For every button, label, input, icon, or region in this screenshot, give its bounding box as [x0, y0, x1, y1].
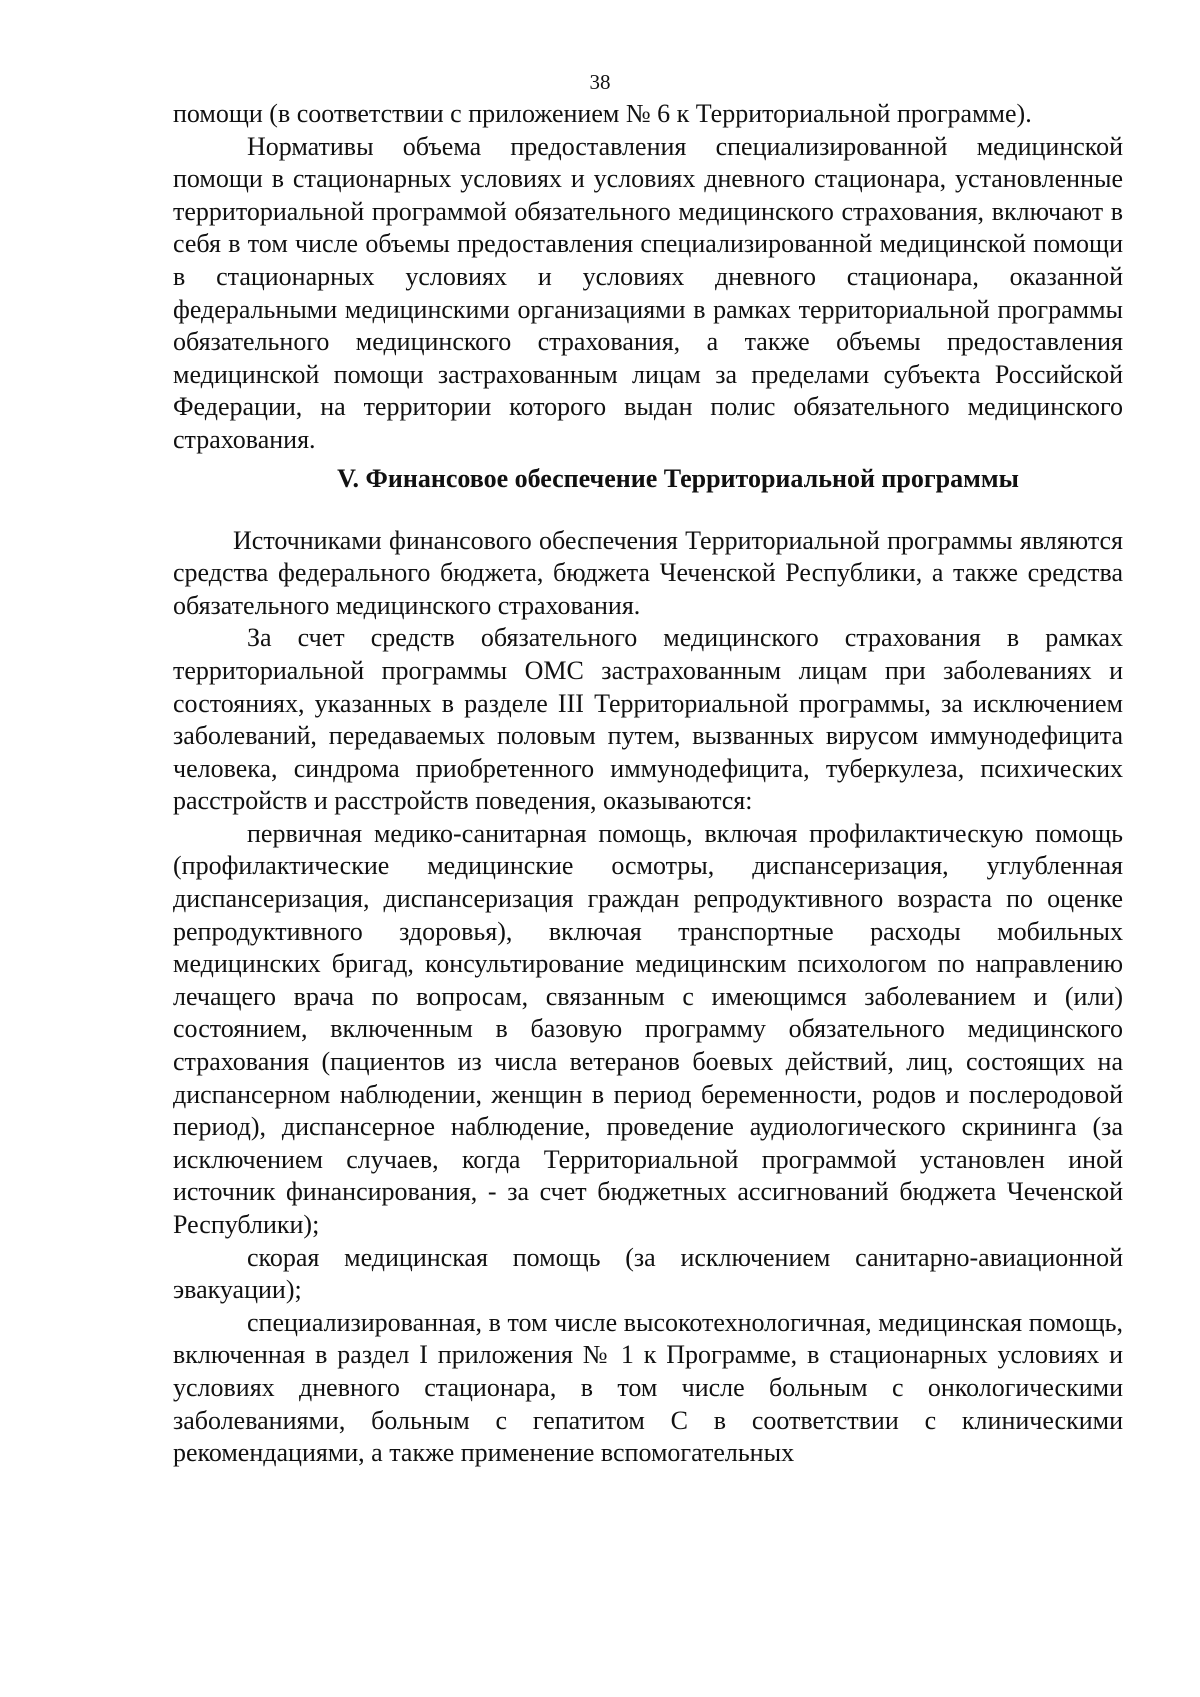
- paragraph-funding-sources: Источниками финансового обеспечения Территориальной программы являются средства федерального бюджета, бюджета Чеченской Республики, а также средства обязательного медицинского страхования.: [173, 525, 1123, 620]
- section-heading: V. Финансовое обеспечение Территориальной программы: [337, 463, 1019, 493]
- document-body: [173, 98, 1123, 1470]
- page-number: 38: [589, 70, 611, 94]
- paragraph-continuation: помощи (в соответствии с приложением № 6 к Территориальной программе).: [173, 99, 1032, 128]
- paragraph-oms-coverage: За счет средств обязательного медицинского страхования в рамках территориальной программы ОМС застрахованным лицам при заболеваниях и состояниях, указанных в разделе III Территориальной программы, за исключением заболеваний, передаваемых половым путем, вызванных вирусом иммунодефицита человека, синдрома приобретенного иммунодефицита, туберкулеза, психических расстройств и расстройств поведения, оказываются:: [173, 623, 1123, 816]
- spacer: [173, 495, 1123, 525]
- paragraph-volume-standards: Нормативы объема предоставления специализированной медицинской помощи в стационарных условиях и условиях дневного стационара, установленные территориальной программой обязательного медицинского страхования, включают в себя в том числе объемы предоставления специализированной медицинской помощи в стационарных условиях и условиях дневного стационара, оказанной федеральными медицинскими организациями в рамках территориальной программы обязательного медицинского страхования, а также объемы предоставления медицинской помощи застрахованным лицам за пределами субъекта Российской Федерации, на территории которого выдан полис обязательного медицинского страхования.: [173, 131, 1123, 454]
- paragraph-primary-care: первичная медико-санитарная помощь, включая профилактическую помощь (профилактические медицинские осмотры, диспансеризация, углубленная диспансеризация, диспансеризация граждан репродуктивного возраста по оценке репродуктивного здоровья), включая транспортные расходы мобильных медицинских бригад, консультирование медицинским психологом по направлению лечащего врача по вопросам, связанным с имеющимся заболеванием и (или) состоянием, включенным в базовую программу обязательного медицинского страхования (пациентов из числа ветеранов боевых действий, лиц, состоящих на диспансерном наблюдении, женщин в период беременности, родов и послеродовой период), диспансерное наблюдение, проведение аудиологического скрининга (за исключением случаев, когда Территориальной программой установлен иной источник финансирования, - за счет бюджетных ассигнований бюджета Чеченской Республики);: [173, 818, 1123, 1239]
- paragraph-emergency-care: скорая медицинская помощь (за исключением санитарно-авиационной эвакуации);: [173, 1242, 1123, 1305]
- paragraph-specialized-care: специализированная, в том числе высокотехнологичная, медицинская помощь, включенная в раздел I приложения № 1 к Программе, в стационарных условиях и условиях дневного стационара, в том числе больным с онкологическими заболеваниями, больным с гепатитом С в соответствии с клиническими рекомендациями, а также применение вспомогательных: [173, 1307, 1123, 1468]
